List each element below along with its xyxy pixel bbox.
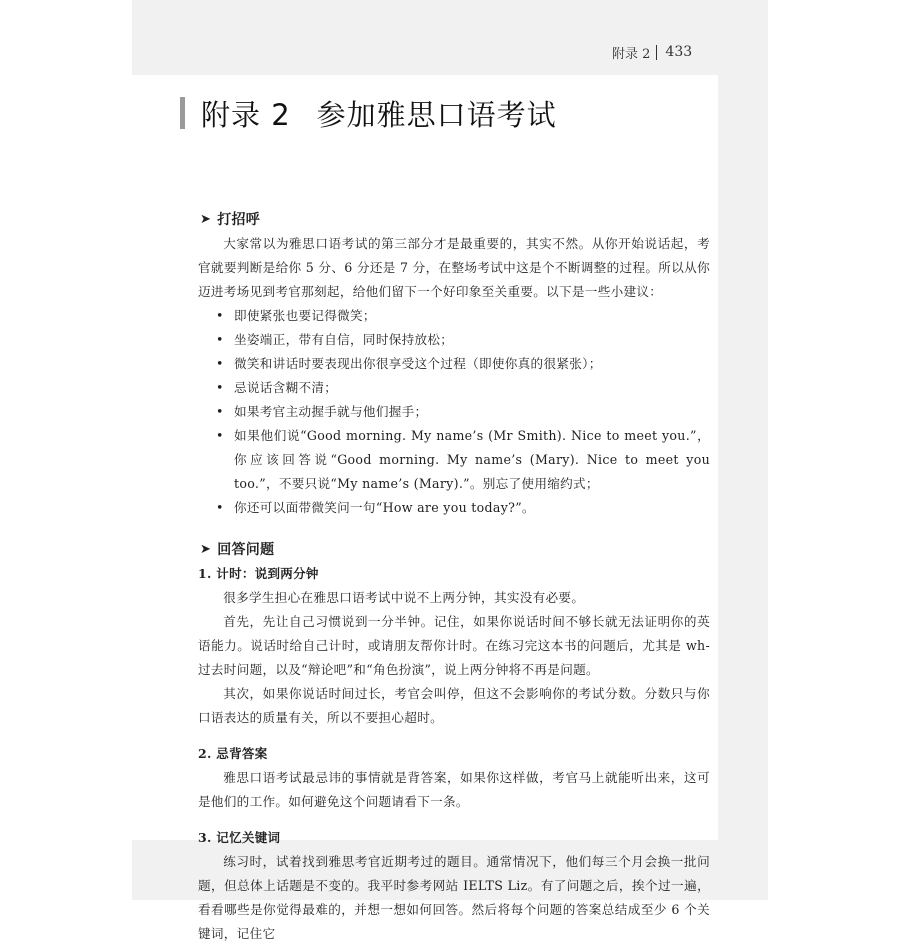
- section-heading-greeting: [200, 208, 710, 232]
- page-content: [198, 208, 710, 946]
- bullet-icon: •: [216, 356, 224, 371]
- section-heading-text: 回答问题: [217, 542, 275, 558]
- bullet-icon: •: [216, 332, 224, 347]
- tips-list: [198, 304, 710, 520]
- chapter-label: 附录 2: [201, 97, 291, 132]
- running-header-section: 附录 2: [612, 46, 651, 62]
- subsection-title: 2. 忌背答案: [198, 746, 268, 761]
- chapter-title: [180, 92, 557, 134]
- subsection-title: 1. 计时：说到两分钟: [198, 566, 319, 581]
- header-divider: [656, 45, 657, 60]
- paragraph: 其次，如果你说话时间过长，考官会叫停，但这不会影响你的考试分数。分数只与你口语表达的质量有关，所以不要担心超时。: [198, 686, 710, 725]
- list-item: • 如果考官主动握手就与他们握手；: [216, 400, 710, 424]
- running-header: [612, 41, 692, 63]
- paragraph: 很多学生担心在雅思口语考试中说不上两分钟，其实没有必要。: [223, 590, 585, 605]
- bullet-icon: •: [216, 380, 224, 395]
- paragraph: 练习时，试着找到雅思考官近期考过的题目。通常情况下，他们每三个月会换一批问题，但总体上话题是不变的。我平时参考网站 IELTS Liz。有了问题之后，挨个过一遍，看看哪些是你觉得最难的，并想一想如何回答。然后将每个问题的答案总结成至少 6 个关键词，记住它: [198, 854, 710, 941]
- chapter-name: 参加雅思口语考试: [316, 97, 557, 132]
- page-number: 433: [665, 44, 693, 60]
- list-item: • 坐姿端正，带有自信，同时保持放松；: [216, 328, 710, 352]
- bullet-icon: •: [216, 500, 224, 515]
- list-item: • 如果他们说“Good morning. My name’s (Mr Smith). Nice to meet you.”，你应该回答说“Good morning. My name’s (Mary). Nice to meet you too.”，不要只说“My name’s (Mary).”。别忘了使用缩约式；: [216, 424, 710, 496]
- chevron-right-icon: ➤: [200, 212, 212, 227]
- list-item: • 忌说话含糊不清；: [216, 376, 710, 400]
- paragraph: 雅思口语考试最忌讳的事情就是背答案，如果你这样做，考官马上就能听出来，这可是他们的工作。如何避免这个问题请看下一条。: [198, 770, 710, 809]
- bullet-icon: •: [216, 404, 224, 419]
- title-accent-bar: [180, 97, 185, 129]
- section-heading-answering: [200, 538, 710, 562]
- list-item: • 微笑和讲话时要表现出你很享受这个过程（即使你真的很紧张）；: [216, 352, 710, 376]
- list-item: • 即使紧张也要记得微笑；: [216, 304, 710, 328]
- list-item: • 你还可以面带微笑问一句“How are you today?”。: [216, 496, 710, 520]
- section-heading-text: 打招呼: [217, 212, 261, 228]
- chevron-right-icon: ➤: [200, 542, 212, 557]
- subsection-title: 3. 记忆关键词: [198, 830, 281, 845]
- greeting-intro: 大家常以为雅思口语考试的第三部分才是最重要的，其实不然。从你开始说话起，考官就要判断是给你 5 分、6 分还是 7 分，在整场考试中这是个不断调整的过程。所以从你迈进考场见到考官那刻起，给他们留下一个好印象至关重要。以下是一些小建议：: [198, 236, 710, 299]
- bullet-icon: •: [216, 308, 224, 323]
- bullet-icon: •: [216, 428, 224, 443]
- paragraph: 首先，先让自己习惯说到一分半钟。记住，如果你说话时间不够长就无法证明你的英语能力。说话时给自己计时，或请朋友帮你计时。在练习完这本书的问题后，尤其是 wh- 过去时问题，以及“辩论吧”和“角色扮演”，说上两分钟将不再是问题。: [198, 614, 710, 677]
